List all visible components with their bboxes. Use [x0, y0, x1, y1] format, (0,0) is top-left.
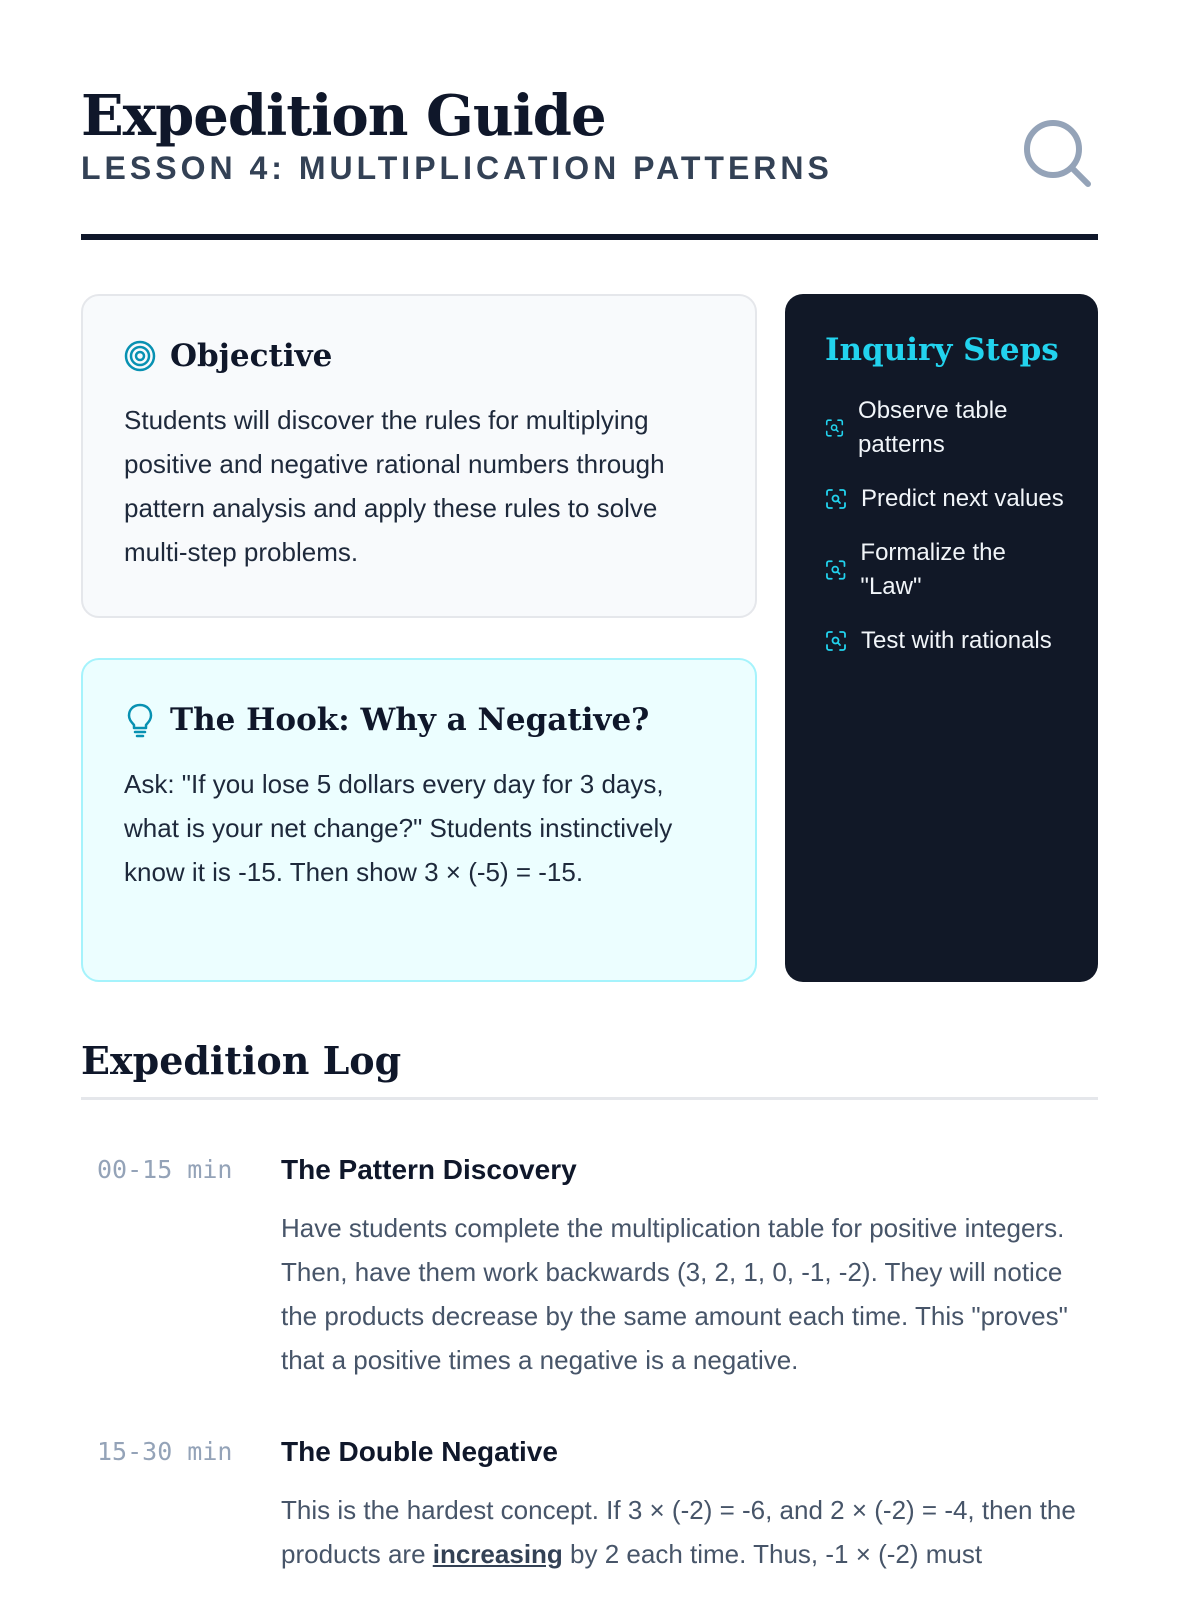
hook-card — [81, 658, 757, 982]
inquiry-step-formalize[interactable] — [825, 536, 1068, 604]
inquiry-step-label: Observe table patterns — [858, 397, 1008, 458]
log-entry-time: 00-15 min — [97, 1155, 233, 1184]
inquiry-step-label: Test with rationals — [861, 627, 1052, 654]
objective-card — [81, 294, 757, 618]
log-entry-text — [281, 1488, 1098, 1576]
log-entry-heading: The Double Negative — [281, 1436, 558, 1467]
log-entry-text: Have students complete the multiplication table for positive integers. Then, have them work backwards (3, 2, 1, 0, -1, -2). They will notice the products decrease by the same amount each time. This "proves" that a positive times a negative is a negative. — [281, 1213, 1068, 1375]
inquiry-step-observe[interactable] — [825, 394, 1068, 462]
log-entry-time: 15-30 min — [97, 1437, 233, 1466]
expedition-log — [81, 1038, 1098, 1576]
scan-search-icon — [825, 417, 844, 439]
hook-text: Ask: "If you lose 5 dollars every day for 3 days, what is your net change?" Students instinctively know it is -15. Then show 3 × (-5) = -15. — [124, 769, 673, 887]
page-title: Expedition Guide — [81, 83, 606, 149]
log-text-part: This is the hardest concept. If 3 × (-2) = -6, and 2 × (-2) = -4, then the products are — [281, 1495, 1076, 1569]
expedition-log-title: Expedition Log — [81, 1038, 1098, 1100]
search-button[interactable] — [1022, 118, 1094, 190]
search-icon — [1022, 118, 1094, 190]
lightbulb-icon — [124, 702, 156, 738]
page-header — [81, 0, 1098, 240]
log-text-part: by 2 each time. Thus, -1 × (-2) must — [562, 1539, 983, 1569]
scan-search-icon — [825, 559, 846, 581]
scan-search-icon — [825, 630, 847, 652]
inquiry-step-predict[interactable] — [825, 482, 1068, 516]
objective-title: Objective — [170, 338, 333, 374]
inquiry-steps-panel — [785, 294, 1098, 982]
log-entry — [81, 1432, 1098, 1576]
log-entry-content — [281, 1432, 1098, 1576]
inquiry-step-label: Predict next values — [861, 485, 1064, 512]
target-icon — [124, 340, 156, 372]
inquiry-steps-title: Inquiry Steps — [825, 332, 1059, 368]
objective-text: Students will discover the rules for multiplying positive and negative rational numbers through pattern analysis and apply these rules to solve multi-step problems. — [124, 405, 665, 567]
log-entry-content — [281, 1150, 1098, 1382]
objective-header — [124, 338, 715, 374]
hook-title: The Hook: Why a Negative? — [170, 702, 650, 738]
log-entry-heading: The Pattern Discovery — [281, 1154, 577, 1185]
hook-header — [124, 702, 715, 738]
log-entry — [81, 1150, 1098, 1382]
overview-grid — [81, 294, 1098, 982]
lesson-subtitle: LESSON 4: MULTIPLICATION PATTERNS — [81, 150, 833, 186]
inquiry-step-test[interactable] — [825, 624, 1068, 658]
log-text-emphasis: increasing — [432, 1539, 563, 1569]
scan-search-icon — [825, 488, 847, 510]
inquiry-step-label: Formalize the "Law" — [860, 539, 1006, 600]
